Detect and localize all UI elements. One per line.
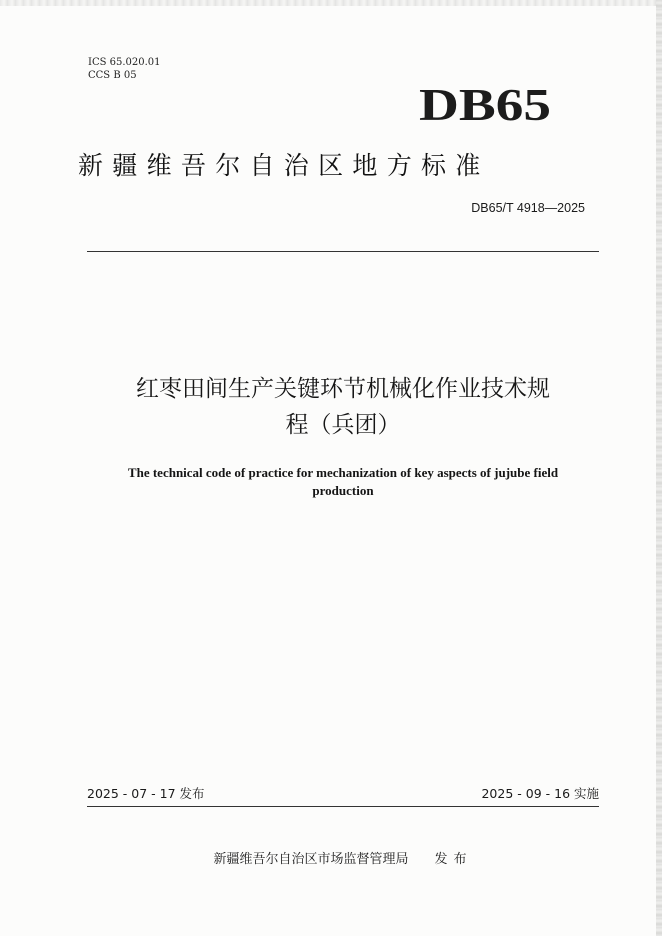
title-english bbox=[60, 464, 626, 500]
ccs-code: CCS B 05 bbox=[88, 70, 137, 81]
standard-number: DB65/T 4918—2025 bbox=[471, 201, 585, 215]
scan-right-edge bbox=[656, 0, 662, 936]
header-divider bbox=[87, 251, 599, 252]
classification-codes bbox=[88, 56, 161, 82]
scan-top-edge bbox=[0, 0, 662, 6]
title-chinese-line-2: 程（兵团） bbox=[285, 412, 401, 438]
title-chinese bbox=[60, 371, 626, 443]
footer-divider bbox=[87, 806, 599, 807]
title-english-line-1: The technical code of practice for mechanization of key aspects of jujube field bbox=[127, 465, 559, 480]
date-row bbox=[87, 784, 599, 804]
logo-text: DB65 bbox=[419, 82, 551, 126]
publisher-line bbox=[60, 848, 626, 867]
db65-logo-graphic bbox=[419, 82, 551, 126]
title-chinese-line-1: 红枣田间生产关键环节机械化作业技术规 bbox=[136, 376, 550, 402]
issue-date: 2025 - 07 - 17 发布 bbox=[87, 786, 205, 801]
implementation-date: 2025 - 09 - 16 实施 bbox=[481, 786, 599, 801]
title-english-line-2: production bbox=[312, 483, 374, 498]
ics-code: ICS 65.020.01 bbox=[88, 57, 161, 68]
publisher-name: 新疆维吾尔自治区市场监督管理局 bbox=[213, 852, 409, 867]
db65-logo bbox=[419, 82, 551, 126]
publish-action: 发布 bbox=[434, 852, 473, 867]
standard-category-name: 新疆维吾尔自治区地方标准 bbox=[78, 151, 490, 180]
